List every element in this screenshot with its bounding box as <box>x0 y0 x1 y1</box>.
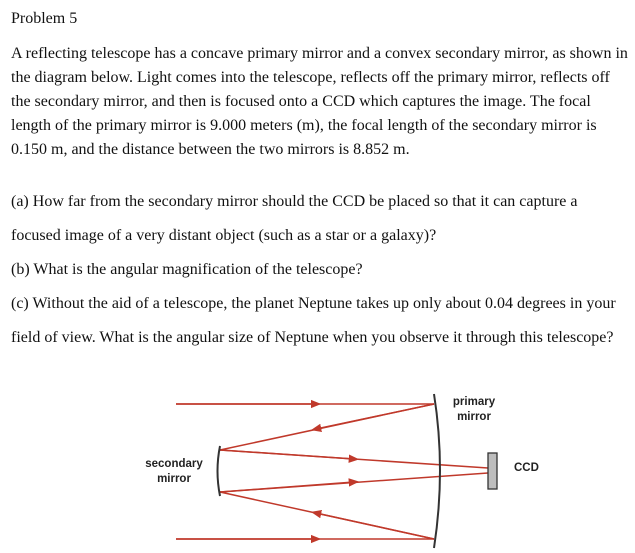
secondary-reflection-ray-bottom-arrow <box>220 482 354 492</box>
ccd-label: CCD <box>514 462 539 474</box>
telescope-diagram <box>0 388 635 553</box>
question-b: (b) What is the angular magnification of the telescope? <box>11 261 363 278</box>
question-c: (c) Without the aid of a telescope, the planet Neptune takes up only about 0.04 degrees in your field of view. What is the angular size of Neptune when you observe it through this telescope? <box>11 295 616 346</box>
secondary-mirror-label-line2: mirror <box>157 473 191 485</box>
secondary-mirror-label-line1: secondary <box>145 458 203 470</box>
secondary-reflection-ray-top-arrow <box>220 450 354 459</box>
primary-reflection-ray-top-arrow <box>316 404 434 429</box>
ccd-sensor <box>488 453 497 489</box>
primary-reflection-ray-bottom-arrow <box>316 513 434 539</box>
primary-mirror-label-line1: primary <box>452 396 496 408</box>
secondary-mirror <box>218 446 221 496</box>
question-a: (a) How far from the secondary mirror should the CCD be placed so that it can capture a focused image of a very distant object (such as a star or a galaxy)? <box>11 193 578 244</box>
problem-title: Problem 5 <box>11 10 78 27</box>
problem-intro: A reflecting telescope has a concave primary mirror and a convex secondary mirror, as shown in the diagram below. Light comes into the telescope, reflects off the primary mirror, reflects off the secondary mirror, and then is focused onto a CCD which captures the image. The focal length of the primary mirror is 9.000 meters (m), the focal length of the secondary mirror is 0.150 m, and the distance between the two mirrors is 8.852 m. <box>11 45 628 158</box>
primary-mirror <box>434 394 440 548</box>
primary-mirror-label-line2: mirror <box>457 411 491 423</box>
